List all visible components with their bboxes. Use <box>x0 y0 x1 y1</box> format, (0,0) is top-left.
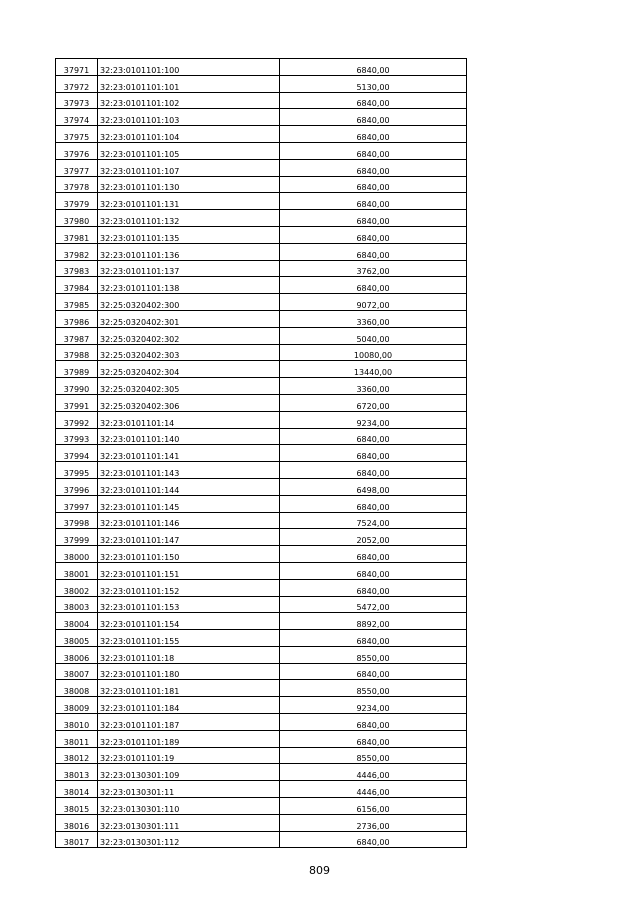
table-row <box>56 193 467 210</box>
value-cell: 6840,00 <box>280 428 467 445</box>
value-cell: 8892,00 <box>280 613 467 630</box>
cadastral-number-cell: 32:23:0101101:104 <box>98 126 280 143</box>
table-row <box>56 781 467 798</box>
row-number-cell: 37999 <box>56 529 98 546</box>
row-number-cell: 37983 <box>56 260 98 277</box>
value-cell: 6840,00 <box>280 92 467 109</box>
row-number-cell: 38002 <box>56 579 98 596</box>
cadastral-number-cell: 32:23:0101101:155 <box>98 630 280 647</box>
value-cell: 8550,00 <box>280 646 467 663</box>
value-cell: 6840,00 <box>280 109 467 126</box>
row-number-cell: 37972 <box>56 75 98 92</box>
row-number-cell: 38000 <box>56 546 98 563</box>
table-row <box>56 59 467 76</box>
value-cell: 5130,00 <box>280 75 467 92</box>
cadastral-number-cell: 32:25:0320402:305 <box>98 378 280 395</box>
row-number-cell: 37995 <box>56 462 98 479</box>
table-row <box>56 344 467 361</box>
table-row <box>56 277 467 294</box>
table-row <box>56 226 467 243</box>
value-cell: 8550,00 <box>280 680 467 697</box>
cadastral-number-cell: 32:25:0320402:302 <box>98 327 280 344</box>
value-cell: 9072,00 <box>280 294 467 311</box>
table-row <box>56 92 467 109</box>
value-cell: 6840,00 <box>280 579 467 596</box>
value-cell: 4446,00 <box>280 764 467 781</box>
value-cell: 6840,00 <box>280 142 467 159</box>
row-number-cell: 38009 <box>56 697 98 714</box>
table-row <box>56 75 467 92</box>
cadastral-number-cell: 32:23:0101101:100 <box>98 59 280 76</box>
cadastral-number-cell: 32:23:0130301:11 <box>98 781 280 798</box>
value-cell: 6840,00 <box>280 462 467 479</box>
table-row <box>56 210 467 227</box>
value-cell: 3360,00 <box>280 310 467 327</box>
table-row <box>56 310 467 327</box>
cadastral-number-cell: 32:23:0101101:103 <box>98 109 280 126</box>
row-number-cell: 37976 <box>56 142 98 159</box>
row-number-cell: 37977 <box>56 159 98 176</box>
cadastral-number-cell: 32:25:0320402:303 <box>98 344 280 361</box>
row-number-cell: 37974 <box>56 109 98 126</box>
value-cell: 6498,00 <box>280 478 467 495</box>
table-row <box>56 411 467 428</box>
table-row <box>56 663 467 680</box>
value-cell: 6840,00 <box>280 663 467 680</box>
row-number-cell: 37978 <box>56 176 98 193</box>
value-cell: 5040,00 <box>280 327 467 344</box>
cadastral-number-cell: 32:25:0320402:300 <box>98 294 280 311</box>
cadastral-number-cell: 32:23:0101101:180 <box>98 663 280 680</box>
value-cell: 6840,00 <box>280 210 467 227</box>
row-number-cell: 37997 <box>56 495 98 512</box>
value-cell: 6840,00 <box>280 176 467 193</box>
row-number-cell: 38014 <box>56 781 98 798</box>
table-row <box>56 764 467 781</box>
row-number-cell: 38008 <box>56 680 98 697</box>
value-cell: 4446,00 <box>280 781 467 798</box>
value-cell: 3360,00 <box>280 378 467 395</box>
value-cell: 5472,00 <box>280 596 467 613</box>
table-row <box>56 747 467 764</box>
value-cell: 8550,00 <box>280 747 467 764</box>
value-cell: 9234,00 <box>280 411 467 428</box>
table-row <box>56 126 467 143</box>
table-row <box>56 579 467 596</box>
row-number-cell: 37971 <box>56 59 98 76</box>
cadastral-number-cell: 32:23:0130301:110 <box>98 798 280 815</box>
table-row <box>56 361 467 378</box>
cadastral-number-cell: 32:23:0101101:102 <box>98 92 280 109</box>
row-number-cell: 37979 <box>56 193 98 210</box>
cadastral-number-cell: 32:23:0130301:109 <box>98 764 280 781</box>
row-number-cell: 37990 <box>56 378 98 395</box>
cadastral-number-cell: 32:23:0101101:19 <box>98 747 280 764</box>
table-row <box>56 445 467 462</box>
value-cell: 6840,00 <box>280 445 467 462</box>
table-row <box>56 327 467 344</box>
value-cell: 6840,00 <box>280 562 467 579</box>
cadastral-number-cell: 32:23:0101101:152 <box>98 579 280 596</box>
cadastral-number-cell: 32:23:0101101:187 <box>98 714 280 731</box>
row-number-cell: 37982 <box>56 243 98 260</box>
table-row <box>56 814 467 831</box>
value-cell: 6840,00 <box>280 831 467 848</box>
table-row <box>56 646 467 663</box>
value-cell: 6840,00 <box>280 59 467 76</box>
table-row <box>56 512 467 529</box>
cadastral-number-cell: 32:23:0101101:151 <box>98 562 280 579</box>
value-cell: 6840,00 <box>280 495 467 512</box>
row-number-cell: 37994 <box>56 445 98 462</box>
cadastral-number-cell: 32:23:0101101:14 <box>98 411 280 428</box>
value-cell: 6156,00 <box>280 798 467 815</box>
cadastral-number-cell: 32:25:0320402:304 <box>98 361 280 378</box>
row-number-cell: 37973 <box>56 92 98 109</box>
table-row <box>56 831 467 848</box>
cadastral-number-cell: 32:23:0101101:189 <box>98 730 280 747</box>
value-cell: 6840,00 <box>280 630 467 647</box>
table-row <box>56 142 467 159</box>
value-cell: 3762,00 <box>280 260 467 277</box>
table-row <box>56 714 467 731</box>
row-number-cell: 37987 <box>56 327 98 344</box>
cadastral-number-cell: 32:23:0130301:111 <box>98 814 280 831</box>
value-cell: 9234,00 <box>280 697 467 714</box>
value-cell: 6840,00 <box>280 226 467 243</box>
row-number-cell: 37991 <box>56 394 98 411</box>
row-number-cell: 37988 <box>56 344 98 361</box>
row-number-cell: 38015 <box>56 798 98 815</box>
value-cell: 6840,00 <box>280 159 467 176</box>
row-number-cell: 38007 <box>56 663 98 680</box>
cadastral-number-cell: 32:23:0101101:143 <box>98 462 280 479</box>
table-row <box>56 613 467 630</box>
row-number-cell: 37984 <box>56 277 98 294</box>
row-number-cell: 38003 <box>56 596 98 613</box>
cadastral-number-cell: 32:23:0101101:132 <box>98 210 280 227</box>
row-number-cell: 38012 <box>56 747 98 764</box>
cadastral-number-cell: 32:23:0101101:147 <box>98 529 280 546</box>
cadastral-number-cell: 32:23:0101101:154 <box>98 613 280 630</box>
value-cell: 6840,00 <box>280 546 467 563</box>
cadastral-number-cell: 32:23:0101101:135 <box>98 226 280 243</box>
value-cell: 6840,00 <box>280 730 467 747</box>
cadastral-number-cell: 32:23:0101101:136 <box>98 243 280 260</box>
value-cell: 6720,00 <box>280 394 467 411</box>
table-row <box>56 462 467 479</box>
cadastral-number-cell: 32:23:0101101:101 <box>98 75 280 92</box>
table-row <box>56 495 467 512</box>
row-number-cell: 38005 <box>56 630 98 647</box>
cadastral-number-cell: 32:23:0101101:181 <box>98 680 280 697</box>
row-number-cell: 38017 <box>56 831 98 848</box>
row-number-cell: 37998 <box>56 512 98 529</box>
table-row <box>56 798 467 815</box>
cadastral-number-cell: 32:23:0101101:130 <box>98 176 280 193</box>
cadastral-number-cell: 32:23:0101101:141 <box>98 445 280 462</box>
row-number-cell: 38011 <box>56 730 98 747</box>
row-number-cell: 37989 <box>56 361 98 378</box>
table-row <box>56 697 467 714</box>
registry-table <box>55 58 467 848</box>
table-row <box>56 546 467 563</box>
table-row <box>56 428 467 445</box>
value-cell: 6840,00 <box>280 714 467 731</box>
row-number-cell: 38001 <box>56 562 98 579</box>
row-number-cell: 37981 <box>56 226 98 243</box>
cadastral-number-cell: 32:23:0101101:18 <box>98 646 280 663</box>
cadastral-number-cell: 32:23:0130301:112 <box>98 831 280 848</box>
cadastral-number-cell: 32:23:0101101:145 <box>98 495 280 512</box>
row-number-cell: 37975 <box>56 126 98 143</box>
table-row <box>56 176 467 193</box>
table-row <box>56 378 467 395</box>
cadastral-number-cell: 32:23:0101101:144 <box>98 478 280 495</box>
cadastral-number-cell: 32:23:0101101:184 <box>98 697 280 714</box>
value-cell: 6840,00 <box>280 126 467 143</box>
table-row <box>56 596 467 613</box>
registry-table-body <box>56 59 467 848</box>
cadastral-number-cell: 32:23:0101101:153 <box>98 596 280 613</box>
row-number-cell: 38004 <box>56 613 98 630</box>
table-row <box>56 478 467 495</box>
table-row <box>56 730 467 747</box>
row-number-cell: 37996 <box>56 478 98 495</box>
value-cell: 2052,00 <box>280 529 467 546</box>
table-row <box>56 562 467 579</box>
table-row <box>56 243 467 260</box>
row-number-cell: 37980 <box>56 210 98 227</box>
row-number-cell: 37986 <box>56 310 98 327</box>
cadastral-number-cell: 32:23:0101101:146 <box>98 512 280 529</box>
cadastral-number-cell: 32:23:0101101:131 <box>98 193 280 210</box>
cadastral-number-cell: 32:23:0101101:137 <box>98 260 280 277</box>
cadastral-number-cell: 32:23:0101101:138 <box>98 277 280 294</box>
value-cell: 10080,00 <box>280 344 467 361</box>
value-cell: 6840,00 <box>280 243 467 260</box>
row-number-cell: 37993 <box>56 428 98 445</box>
table-row <box>56 294 467 311</box>
page-number: 809 <box>309 864 330 877</box>
cadastral-number-cell: 32:25:0320402:301 <box>98 310 280 327</box>
value-cell: 7524,00 <box>280 512 467 529</box>
table-row <box>56 260 467 277</box>
value-cell: 2736,00 <box>280 814 467 831</box>
value-cell: 6840,00 <box>280 277 467 294</box>
cadastral-number-cell: 32:23:0101101:107 <box>98 159 280 176</box>
table-row <box>56 680 467 697</box>
cadastral-number-cell: 32:25:0320402:306 <box>98 394 280 411</box>
row-number-cell: 37992 <box>56 411 98 428</box>
table-row <box>56 159 467 176</box>
value-cell: 6840,00 <box>280 193 467 210</box>
table-row <box>56 394 467 411</box>
row-number-cell: 37985 <box>56 294 98 311</box>
row-number-cell: 38006 <box>56 646 98 663</box>
cadastral-number-cell: 32:23:0101101:150 <box>98 546 280 563</box>
table-row <box>56 630 467 647</box>
table-row <box>56 109 467 126</box>
value-cell: 13440,00 <box>280 361 467 378</box>
row-number-cell: 38010 <box>56 714 98 731</box>
table-row <box>56 529 467 546</box>
row-number-cell: 38013 <box>56 764 98 781</box>
cadastral-number-cell: 32:23:0101101:105 <box>98 142 280 159</box>
cadastral-number-cell: 32:23:0101101:140 <box>98 428 280 445</box>
row-number-cell: 38016 <box>56 814 98 831</box>
